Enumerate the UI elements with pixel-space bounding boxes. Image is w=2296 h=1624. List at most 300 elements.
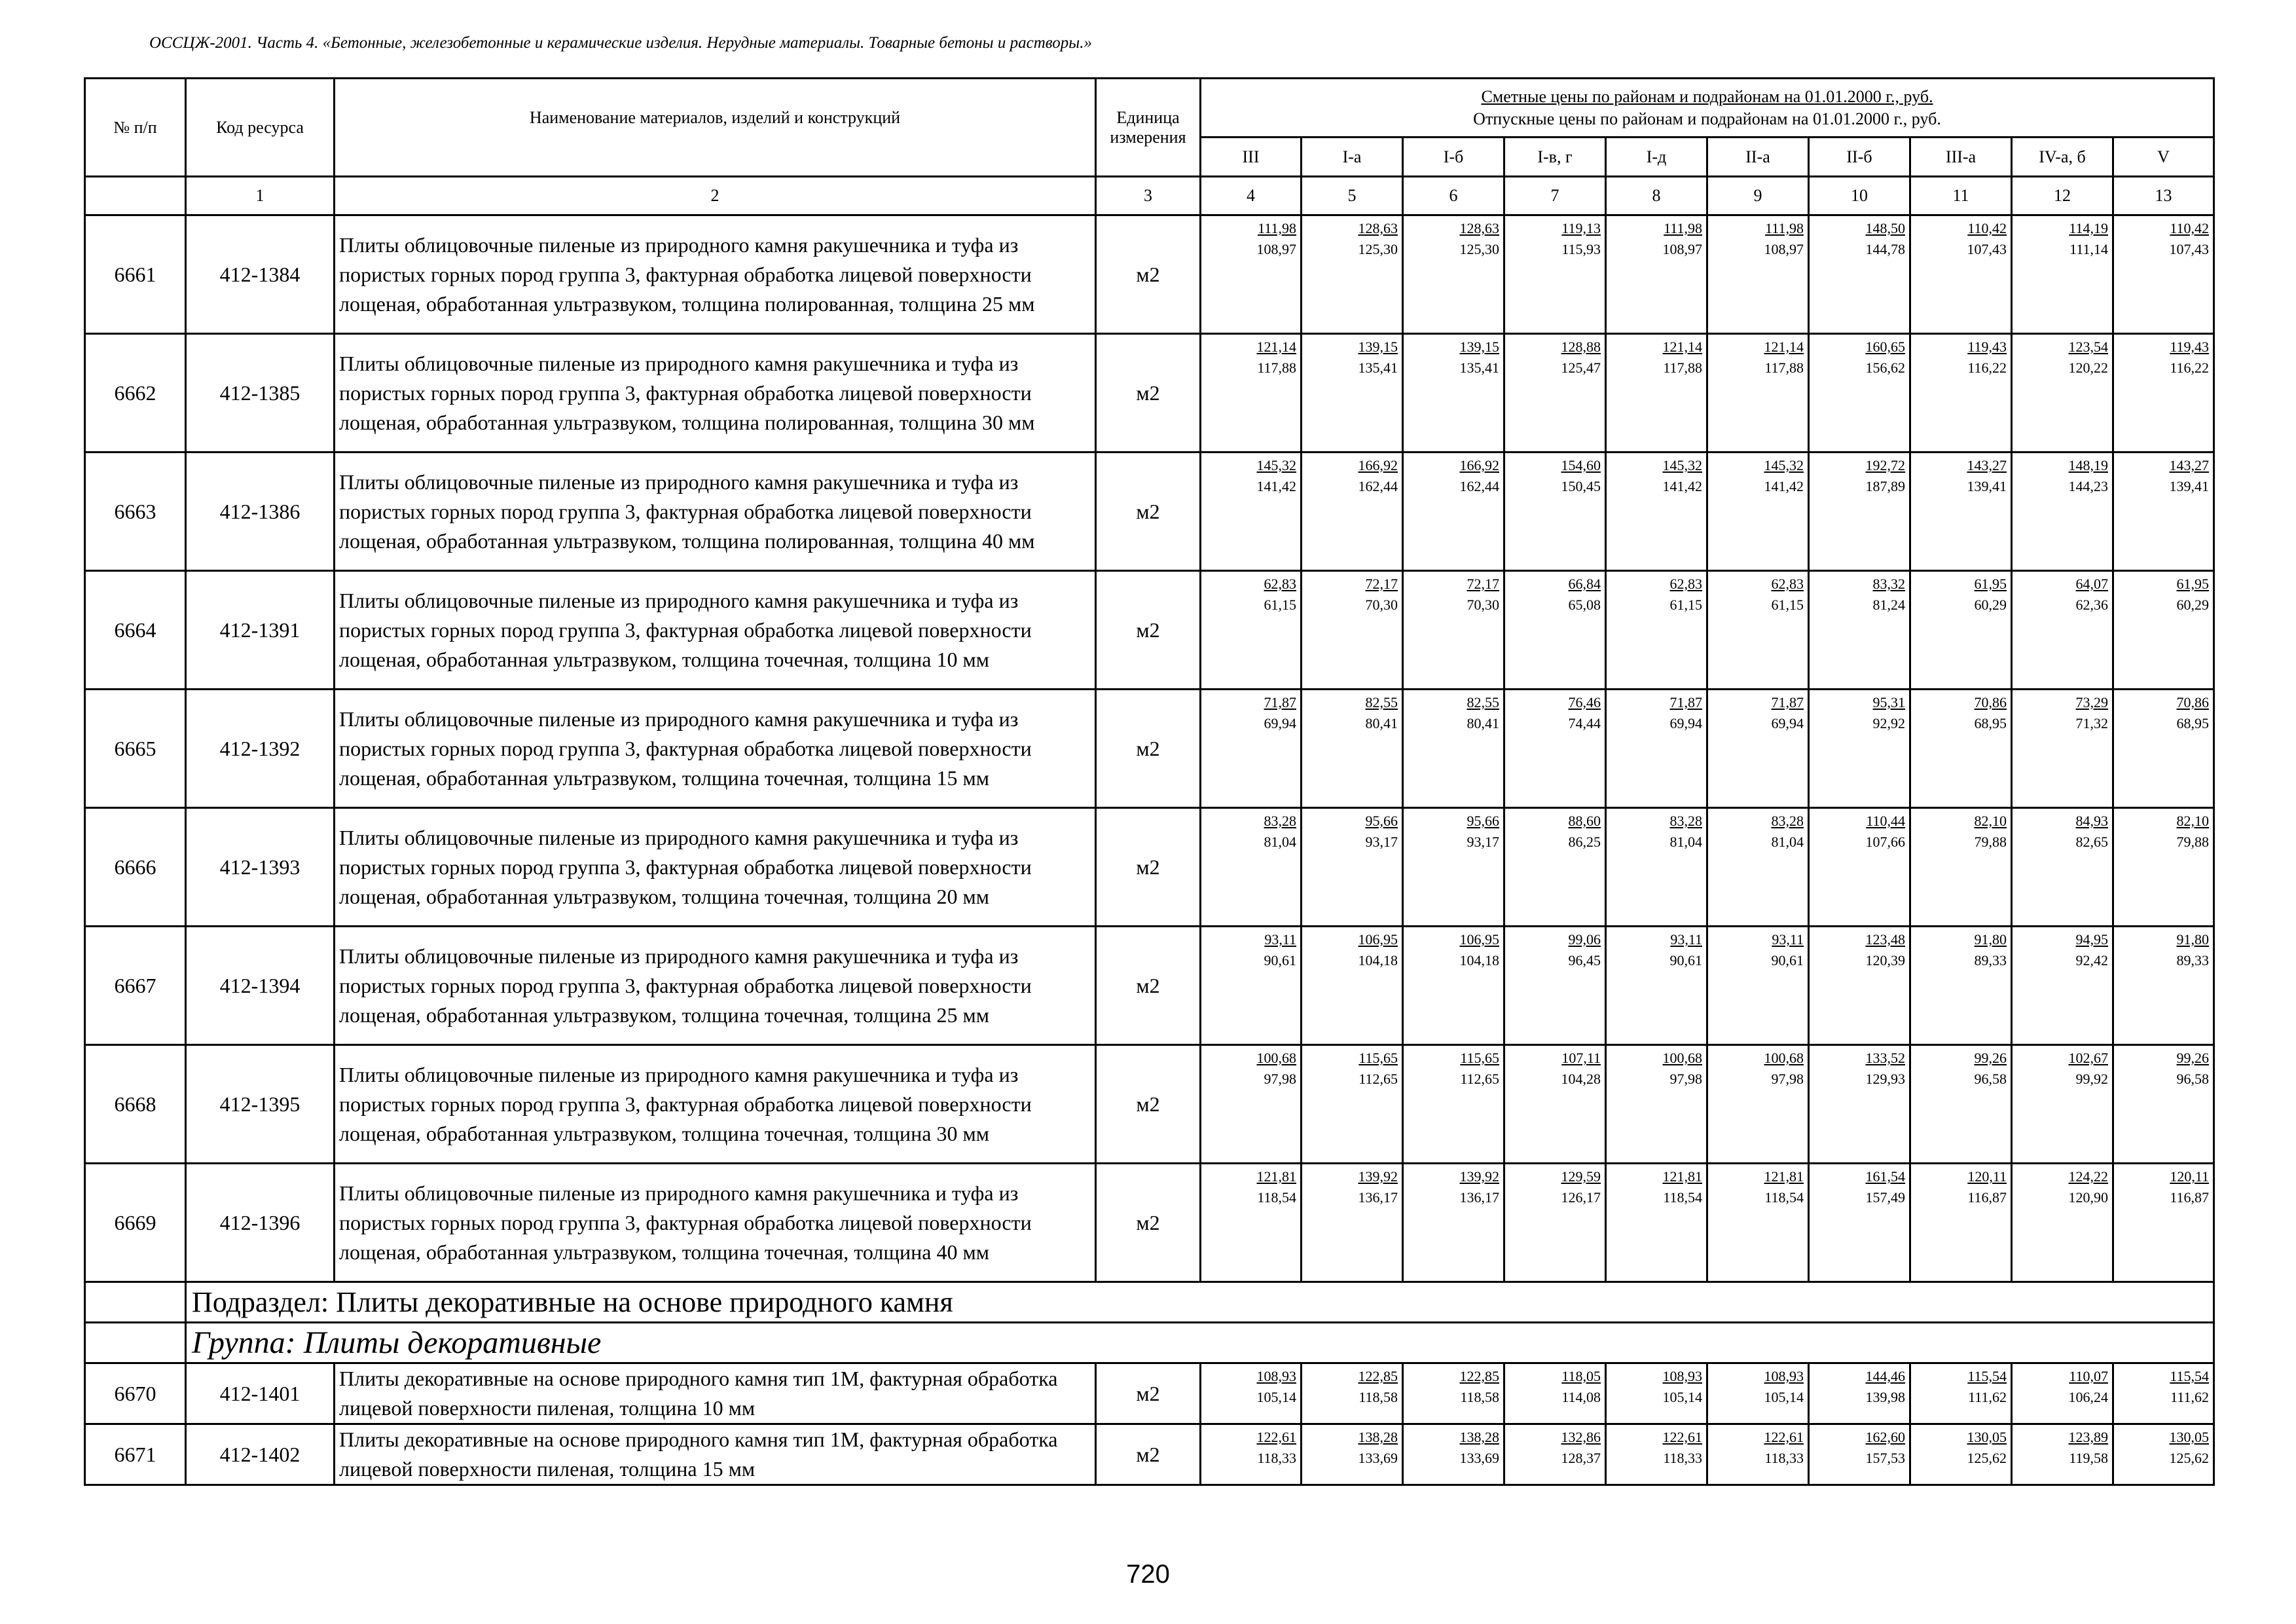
- release-price: 81,04: [1264, 834, 1296, 850]
- estimate-price: 139,15: [1459, 339, 1499, 355]
- price-cell: [1809, 334, 1910, 452]
- unit-of-measure: м2: [1096, 1045, 1201, 1164]
- price-cell: [1606, 808, 1707, 927]
- release-price: 111,62: [2170, 1389, 2210, 1405]
- release-price: 139,41: [2169, 478, 2210, 494]
- page-number: 720: [1126, 1560, 1170, 1589]
- release-price: 69,94: [1264, 715, 1296, 731]
- release-price: 118,33: [1257, 1450, 1296, 1466]
- table-row: [85, 927, 2214, 1045]
- estimate-price: 118,05: [1561, 1368, 1601, 1384]
- estimate-price: 121,14: [1662, 339, 1702, 355]
- release-price: 144,78: [1865, 241, 1905, 257]
- estimate-price: 111,98: [1664, 220, 1702, 236]
- estimate-price: 93,11: [1772, 931, 1804, 948]
- estimate-price: 139,92: [1459, 1168, 1499, 1185]
- release-price: 118,58: [1358, 1389, 1398, 1405]
- price-cell: [1403, 1363, 1504, 1424]
- estimate-price: 119,43: [2170, 339, 2210, 355]
- price-cell: [1809, 452, 1910, 571]
- release-price: 82,65: [2075, 834, 2108, 850]
- estimate-price: 62,83: [1264, 576, 1296, 592]
- price-cell: [1606, 1164, 1707, 1282]
- resource-code: 412-1384: [186, 215, 335, 334]
- release-price: 157,53: [1865, 1450, 1905, 1466]
- section-title: Подраздел: Плиты декоративные на основе природного камня: [186, 1282, 2214, 1323]
- group-title: Группа: Плиты декоративные: [186, 1323, 2214, 1363]
- release-price: 107,43: [1967, 241, 2007, 257]
- price-cell: [1504, 571, 1606, 690]
- estimate-price: 129,59: [1561, 1168, 1601, 1185]
- price-cell: [1504, 1424, 1606, 1485]
- release-price: 116,22: [1967, 360, 2007, 376]
- row-index: 6666: [85, 808, 186, 927]
- header-region: I-б: [1403, 138, 1504, 177]
- row-index: 6662: [85, 334, 186, 452]
- release-price: 99,92: [2075, 1071, 2108, 1087]
- release-price: 97,98: [1264, 1071, 1296, 1087]
- estimate-price: 83,28: [1669, 813, 1702, 829]
- price-cell: [1403, 690, 1504, 808]
- resource-code: 412-1396: [186, 1164, 335, 1282]
- unit-of-measure: м2: [1096, 1424, 1201, 1485]
- estimate-price: 70,86: [1974, 694, 2007, 710]
- section-spacer: [85, 1282, 186, 1323]
- row-index: 6668: [85, 1045, 186, 1164]
- price-cell: [1302, 1045, 1403, 1164]
- estimate-price: 66,84: [1568, 576, 1601, 592]
- release-price: 104,18: [1358, 952, 1398, 969]
- price-cell: [1504, 334, 1606, 452]
- row-index: 6661: [85, 215, 186, 334]
- header-region: V: [2113, 138, 2214, 177]
- estimate-price: 82,55: [1365, 694, 1398, 710]
- estimate-price: 128,88: [1561, 339, 1601, 355]
- release-price: 61,15: [1669, 597, 1702, 613]
- price-cell: [2012, 690, 2113, 808]
- material-name: Плиты декоративные на основе природного камня тип 1М, фактурная обработка лицевой поверхности пиленая, толщина 10 мм: [335, 1363, 1096, 1424]
- price-cell: [2113, 571, 2214, 690]
- estimate-price: 133,52: [1865, 1050, 1905, 1066]
- price-cell: [1403, 334, 1504, 452]
- price-cell: [1504, 927, 1606, 1045]
- price-cell: [1403, 808, 1504, 927]
- estimate-price: 121,81: [1256, 1168, 1296, 1185]
- price-cell: [1707, 1164, 1809, 1282]
- row-index: 6667: [85, 927, 186, 1045]
- price-cell: [1302, 571, 1403, 690]
- release-price: 70,30: [1365, 597, 1398, 613]
- price-cell: [1403, 1045, 1504, 1164]
- price-cell: [2012, 1045, 2113, 1164]
- release-price: 120,22: [2068, 360, 2108, 376]
- price-cell: [1201, 334, 1302, 452]
- release-price: 69,94: [1669, 715, 1702, 731]
- estimate-price: 121,81: [1662, 1168, 1702, 1185]
- release-price: 105,14: [1256, 1389, 1296, 1405]
- release-price: 89,33: [1974, 952, 2007, 969]
- estimate-price: 160,65: [1865, 339, 1905, 355]
- price-cell: [1910, 1045, 2012, 1164]
- header-region: IV-а, б: [2012, 138, 2113, 177]
- release-price: 125,30: [1358, 241, 1398, 257]
- header-region: III-а: [1910, 138, 2012, 177]
- estimate-price: 130,05: [2169, 1429, 2210, 1445]
- column-number: 13: [2113, 177, 2214, 215]
- release-price: 96,45: [1568, 952, 1601, 969]
- release-price: 79,88: [2176, 834, 2210, 850]
- release-price: 108,97: [1256, 241, 1296, 257]
- estimate-price: 121,14: [1764, 339, 1804, 355]
- estimate-price: 83,28: [1771, 813, 1804, 829]
- estimate-price: 122,85: [1358, 1368, 1398, 1384]
- header-region: II-а: [1707, 138, 1809, 177]
- material-name: Плиты облицовочные пиленые из природного камня ракушечника и туфа из пористых горных пород группа 3, фактурная обработка лицевой поверхности лощеная, обработанная ультразвуком, толщина точечная, толщина 15 мм: [335, 690, 1096, 808]
- price-cell: [1910, 334, 2012, 452]
- estimate-price: 100,68: [1256, 1050, 1296, 1066]
- price-cell: [1910, 452, 2012, 571]
- price-cell: [2113, 1045, 2214, 1164]
- release-price: 156,62: [1865, 360, 1905, 376]
- estimate-price: 145,32: [1764, 457, 1804, 473]
- estimate-price: 166,92: [1358, 457, 1398, 473]
- price-cell: [2113, 452, 2214, 571]
- price-cell: [1910, 571, 2012, 690]
- release-price: 117,88: [1663, 360, 1702, 376]
- price-cell: [1809, 1363, 1910, 1424]
- price-cell: [1707, 452, 1809, 571]
- release-price: 81,04: [1771, 834, 1804, 850]
- estimate-price: 106,95: [1358, 931, 1398, 948]
- price-cell: [1403, 1164, 1504, 1282]
- column-number: 9: [1707, 177, 1809, 215]
- price-cell: [1201, 1045, 1302, 1164]
- unit-of-measure: м2: [1096, 571, 1201, 690]
- price-cell: [2012, 571, 2113, 690]
- price-cell: [1302, 452, 1403, 571]
- estimate-price: 70,86: [2176, 694, 2210, 710]
- price-cell: [1809, 1045, 1910, 1164]
- price-cell: [1910, 690, 2012, 808]
- price-cell: [1606, 1424, 1707, 1485]
- release-price: 60,29: [1974, 597, 2007, 613]
- row-index: 6670: [85, 1363, 186, 1424]
- material-name: Плиты облицовочные пиленые из природного камня ракушечника и туфа из пористых горных пород группа 3, фактурная обработка лицевой поверхности лощеная, обработанная ультразвуком, толщина полированная, толщина 30 мм: [335, 334, 1096, 452]
- release-price: 118,54: [1764, 1189, 1804, 1206]
- row-index: 6664: [85, 571, 186, 690]
- material-name: Плиты облицовочные пиленые из природного камня ракушечника и туфа из пористых горных пород группа 3, фактурная обработка лицевой поверхности лощеная, обработанная ультразвуком, толщина точечная, толщина 30 мм: [335, 1045, 1096, 1164]
- release-price: 79,88: [1974, 834, 2007, 850]
- release-price: 108,97: [1764, 241, 1804, 257]
- estimate-price: 99,06: [1568, 931, 1601, 948]
- row-index: 6671: [85, 1424, 186, 1485]
- header-prices-release: Отпускные цены по районам и подрайонам на 01.01.2000 г., руб.: [1473, 109, 1941, 128]
- price-cell: [1403, 1424, 1504, 1485]
- row-index: 6665: [85, 690, 186, 808]
- estimate-price: 91,80: [1974, 931, 2007, 948]
- release-price: 118,33: [1663, 1450, 1702, 1466]
- estimate-price: 148,50: [1865, 220, 1905, 236]
- release-price: 144,23: [2068, 478, 2108, 494]
- estimate-price: 138,28: [1459, 1429, 1499, 1445]
- price-cell: [1606, 452, 1707, 571]
- estimate-price: 95,66: [1365, 813, 1398, 829]
- release-price: 71,32: [2075, 715, 2108, 731]
- estimate-price: 115,54: [1967, 1368, 2007, 1384]
- price-cell: [1201, 215, 1302, 334]
- estimate-price: 61,95: [2176, 576, 2210, 592]
- release-price: 96,58: [1974, 1071, 2007, 1087]
- release-price: 136,17: [1358, 1189, 1398, 1206]
- price-cell: [1707, 334, 1809, 452]
- price-cell: [1201, 927, 1302, 1045]
- price-cell: [1910, 1164, 2012, 1282]
- price-cell: [1707, 927, 1809, 1045]
- column-number: 6: [1403, 177, 1504, 215]
- release-price: 93,17: [1467, 834, 1499, 850]
- estimate-price: 72,17: [1365, 576, 1398, 592]
- release-price: 90,61: [1264, 952, 1296, 969]
- price-cell: [1606, 1045, 1707, 1164]
- header-region: I-в, г: [1504, 138, 1606, 177]
- release-price: 61,15: [1264, 597, 1296, 613]
- estimate-price: 73,29: [2075, 694, 2108, 710]
- estimate-price: 145,32: [1256, 457, 1296, 473]
- row-index: 6663: [85, 452, 186, 571]
- estimate-price: 144,46: [1865, 1368, 1905, 1384]
- column-number: 1: [186, 177, 335, 215]
- unit-of-measure: м2: [1096, 1164, 1201, 1282]
- estimate-price: 128,63: [1358, 220, 1398, 236]
- release-price: 187,89: [1865, 478, 1905, 494]
- table-row: [85, 1424, 2214, 1485]
- material-name: Плиты облицовочные пиленые из природного камня ракушечника и туфа из пористых горных пород группа 3, фактурная обработка лицевой поверхности лощеная, обработанная ультразвуком, толщина точечная, толщина 25 мм: [335, 927, 1096, 1045]
- price-cell: [1809, 215, 1910, 334]
- price-cell: [1504, 1363, 1606, 1424]
- unit-of-measure: м2: [1096, 808, 1201, 927]
- price-cell: [1606, 215, 1707, 334]
- estimate-price: 100,68: [1764, 1050, 1804, 1066]
- estimate-price: 108,93: [1256, 1368, 1296, 1384]
- release-price: 162,44: [1459, 478, 1499, 494]
- price-cell: [1910, 808, 2012, 927]
- price-cell: [1504, 452, 1606, 571]
- estimate-price: 119,43: [1967, 339, 2007, 355]
- header-name: Наименование материалов, изделий и конструкций: [335, 79, 1096, 177]
- estimate-price: 72,17: [1467, 576, 1499, 592]
- release-price: 69,94: [1771, 715, 1804, 731]
- unit-of-measure: м2: [1096, 690, 1201, 808]
- table-row: [85, 571, 2214, 690]
- estimate-price: 94,95: [2075, 931, 2108, 948]
- estimate-price: 83,32: [1872, 576, 1905, 592]
- estimate-price: 143,27: [2169, 457, 2210, 473]
- price-cell: [1809, 808, 1910, 927]
- material-name: Плиты декоративные на основе природного камня тип 1М, фактурная обработка лицевой поверхности пиленая, толщина 15 мм: [335, 1424, 1096, 1485]
- estimate-price: 139,15: [1358, 339, 1398, 355]
- estimate-price: 82,55: [1467, 694, 1499, 710]
- unit-of-measure: м2: [1096, 452, 1201, 571]
- release-price: 119,58: [2069, 1450, 2108, 1466]
- estimate-price: 122,61: [1764, 1429, 1804, 1445]
- release-price: 118,33: [1764, 1450, 1804, 1466]
- release-price: 104,18: [1459, 952, 1499, 969]
- price-cell: [2113, 690, 2214, 808]
- release-price: 80,41: [1467, 715, 1499, 731]
- price-cell: [1606, 571, 1707, 690]
- price-cell: [1707, 808, 1809, 927]
- estimate-price: 93,11: [1264, 931, 1296, 948]
- estimate-price: 162,60: [1865, 1429, 1905, 1445]
- release-price: 120,39: [1865, 952, 1905, 969]
- estimate-price: 130,05: [1967, 1429, 2007, 1445]
- estimate-price: 110,44: [1866, 813, 1905, 829]
- release-price: 114,08: [1561, 1389, 1601, 1405]
- header-region: I-а: [1302, 138, 1403, 177]
- estimate-price: 145,32: [1662, 457, 1702, 473]
- release-price: 74,44: [1568, 715, 1601, 731]
- resource-code: 412-1385: [186, 334, 335, 452]
- release-price: 112,65: [1460, 1071, 1499, 1087]
- unit-of-measure: м2: [1096, 334, 1201, 452]
- release-price: 117,88: [1257, 360, 1296, 376]
- column-number: 4: [1201, 177, 1302, 215]
- release-price: 125,62: [1967, 1450, 2007, 1466]
- release-price: 107,66: [1865, 834, 1905, 850]
- price-cell: [1809, 571, 1910, 690]
- release-price: 107,43: [2169, 241, 2210, 257]
- release-price: 93,17: [1365, 834, 1398, 850]
- release-price: 116,22: [2170, 360, 2210, 376]
- price-cell: [2012, 1424, 2113, 1485]
- estimate-price: 123,48: [1865, 931, 1905, 948]
- estimate-price: 166,92: [1459, 457, 1499, 473]
- price-cell: [1504, 1164, 1606, 1282]
- estimate-price: 139,92: [1358, 1168, 1398, 1185]
- release-price: 125,47: [1561, 360, 1601, 376]
- resource-code: 412-1392: [186, 690, 335, 808]
- price-cell: [1606, 1363, 1707, 1424]
- release-price: 141,42: [1256, 478, 1296, 494]
- estimate-price: 91,80: [2176, 931, 2210, 948]
- column-number: 3: [1096, 177, 1201, 215]
- price-cell: [1201, 690, 1302, 808]
- price-cell: [1910, 1424, 2012, 1485]
- release-price: 133,69: [1459, 1450, 1499, 1466]
- header-region: III: [1201, 138, 1302, 177]
- estimate-price: 95,66: [1467, 813, 1499, 829]
- table-row: [85, 1363, 2214, 1424]
- price-cell: [1504, 690, 1606, 808]
- price-cell: [1910, 215, 2012, 334]
- price-cell: [1201, 571, 1302, 690]
- price-cell: [1504, 1045, 1606, 1164]
- estimate-price: 110,42: [2170, 220, 2210, 236]
- price-cell: [1403, 927, 1504, 1045]
- estimate-price: 121,81: [1764, 1168, 1804, 1185]
- row-index: 6669: [85, 1164, 186, 1282]
- release-price: 90,61: [1669, 952, 1702, 969]
- estimate-price: 83,28: [1264, 813, 1296, 829]
- release-price: 68,95: [2176, 715, 2210, 731]
- estimate-price: 99,26: [2176, 1050, 2210, 1066]
- table-row: [85, 334, 2214, 452]
- estimate-price: 88,60: [1568, 813, 1601, 829]
- release-price: 81,24: [1872, 597, 1905, 613]
- table-row: [85, 808, 2214, 927]
- resource-code: 412-1402: [186, 1424, 335, 1485]
- estimate-price: 71,87: [1771, 694, 1804, 710]
- release-price: 150,45: [1561, 478, 1601, 494]
- release-price: 81,04: [1669, 834, 1702, 850]
- price-cell: [2012, 334, 2113, 452]
- estimate-price: 122,85: [1459, 1368, 1499, 1384]
- price-cell: [2012, 808, 2113, 927]
- estimate-price: 123,54: [2068, 339, 2108, 355]
- price-cell: [2113, 927, 2214, 1045]
- price-cell: [2113, 215, 2214, 334]
- release-price: 141,42: [1662, 478, 1702, 494]
- resource-code: 412-1401: [186, 1363, 335, 1424]
- release-price: 60,29: [2176, 597, 2210, 613]
- release-price: 162,44: [1358, 478, 1398, 494]
- estimate-price: 100,68: [1662, 1050, 1702, 1066]
- price-cell: [2113, 334, 2214, 452]
- release-price: 111,14: [2069, 241, 2108, 257]
- price-cell: [1201, 452, 1302, 571]
- price-cell: [1201, 1363, 1302, 1424]
- release-price: 125,30: [1459, 241, 1499, 257]
- release-price: 86,25: [1568, 834, 1601, 850]
- estimate-price: 110,07: [2069, 1368, 2108, 1384]
- estimate-price: 161,54: [1865, 1168, 1905, 1185]
- unit-of-measure: м2: [1096, 927, 1201, 1045]
- resource-code: 412-1395: [186, 1045, 335, 1164]
- estimate-price: 71,87: [1264, 694, 1296, 710]
- estimate-price: 111,98: [1765, 220, 1804, 236]
- price-cell: [1606, 690, 1707, 808]
- release-price: 139,41: [1967, 478, 2007, 494]
- release-price: 70,30: [1467, 597, 1499, 613]
- price-cell: [1809, 927, 1910, 1045]
- release-price: 129,93: [1865, 1071, 1905, 1087]
- column-number: 2: [335, 177, 1096, 215]
- estimate-price: 84,93: [2075, 813, 2108, 829]
- estimate-price: 115,65: [1358, 1050, 1398, 1066]
- unit-of-measure: м2: [1096, 215, 1201, 334]
- price-cell: [1910, 927, 2012, 1045]
- estimate-price: 120,11: [2170, 1168, 2210, 1185]
- release-price: 92,42: [2075, 952, 2108, 969]
- price-cell: [1302, 808, 1403, 927]
- release-price: 157,49: [1865, 1189, 1905, 1206]
- price-cell: [1403, 452, 1504, 571]
- release-price: 80,41: [1365, 715, 1398, 731]
- release-price: 105,14: [1764, 1389, 1804, 1405]
- estimate-price: 107,11: [1561, 1050, 1601, 1066]
- header-prices: [1201, 79, 2214, 138]
- price-cell: [1809, 1424, 1910, 1485]
- resource-code: 412-1393: [186, 808, 335, 927]
- release-price: 125,62: [2169, 1450, 2210, 1466]
- price-cell: [1707, 571, 1809, 690]
- column-number: 7: [1504, 177, 1606, 215]
- price-cell: [1809, 1164, 1910, 1282]
- estimate-price: 138,28: [1358, 1429, 1398, 1445]
- price-cell: [1302, 690, 1403, 808]
- column-number-empty: [85, 177, 186, 215]
- price-cell: [1302, 334, 1403, 452]
